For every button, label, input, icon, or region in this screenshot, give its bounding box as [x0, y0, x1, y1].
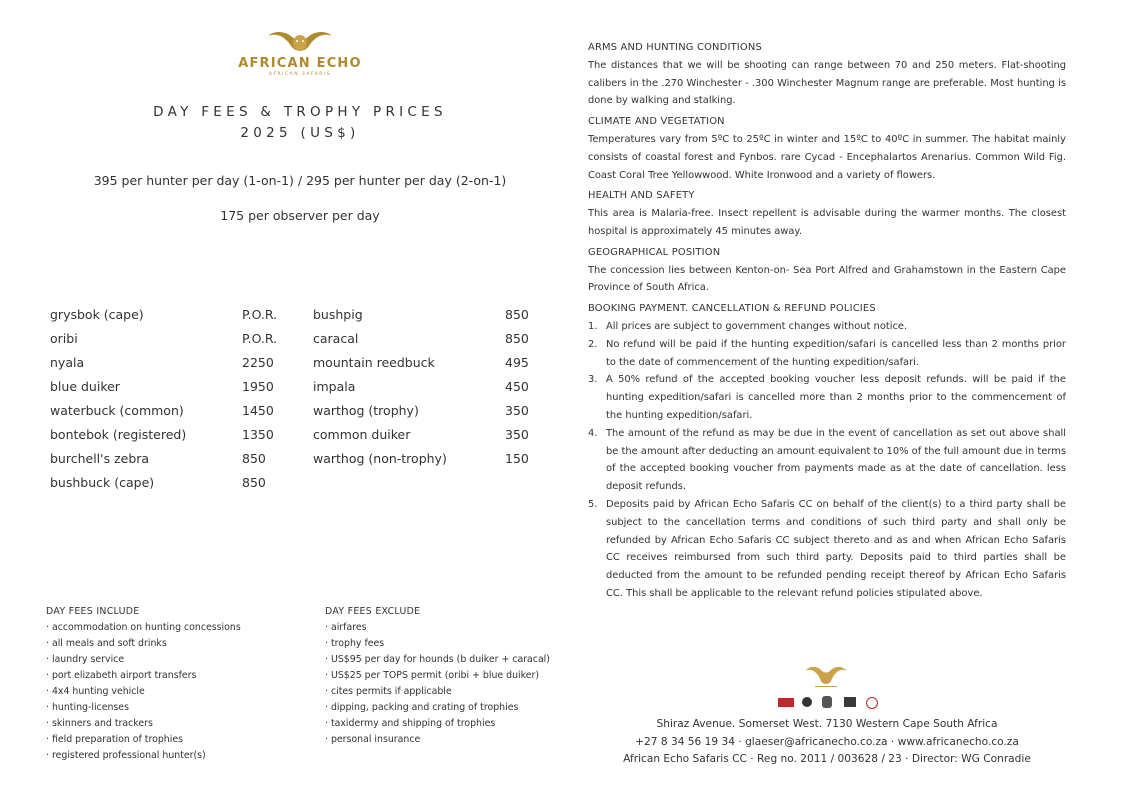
- section-title: BOOKING PAYMENT. CANCELLATION & REFUND POLICIES: [588, 303, 876, 315]
- list-item: · accommodation on hunting concessions: [46, 622, 241, 633]
- page-subtitle: 2025 (US$): [240, 125, 360, 141]
- list-item: · registered professional hunter(s): [46, 750, 206, 761]
- association-badge-icon: [822, 696, 832, 708]
- buffalo-head-icon: [803, 662, 849, 690]
- trophy-price: 850: [505, 331, 529, 346]
- section-body: Temperatures vary from 5ºC to 25ºC in winter and 15ºC to 40ºC in summer. The habitat mainly consists of coastal forest and Fynbos. rare Cycad - Encephalartos Arenarius. Common Wild Fig. Coast Coral Tree Yellowwood. White Ironwood and a variety of flowers.: [588, 133, 1066, 181]
- section-booking: [588, 300, 1066, 603]
- association-badges: [778, 696, 888, 710]
- section-title: GEOGRAPHICAL POSITION: [588, 246, 721, 258]
- policy-number: 4.: [588, 427, 598, 439]
- section-title: ARMS AND HUNTING CONDITIONS: [588, 42, 762, 53]
- trophy-name: blue duiker: [50, 379, 120, 394]
- list-item: · US$95 per day for hounds (b duiker + caracal): [325, 654, 550, 665]
- policy-item: [588, 371, 1066, 424]
- section-health: [588, 187, 1066, 240]
- list-item: · port elizabeth airport transfers: [46, 670, 197, 681]
- observer-rate: 175 per observer per day: [220, 208, 380, 223]
- list-item: · dipping, packing and crating of trophies: [325, 702, 519, 713]
- brand-logo: [232, 28, 368, 77]
- trophy-name: caracal: [313, 331, 359, 346]
- trophy-name: bontebok (registered): [50, 427, 187, 442]
- policy-number: 5.: [588, 498, 598, 510]
- trophy-row: [313, 307, 545, 329]
- trophy-name: mountain reedbuck: [313, 355, 435, 370]
- trophy-row: [50, 427, 282, 449]
- association-badge-icon: [778, 698, 794, 707]
- trophy-price: 2250: [242, 355, 274, 370]
- includes-list: [46, 604, 296, 764]
- footer-registration: African Echo Safaris CC · Reg no. 2011 / 003628 / 23 · Director: WG Conradie: [623, 753, 1031, 766]
- trophy-price: 350: [505, 427, 529, 442]
- policy-text: The amount of the refund as may be due in the event of cancellation as set out above shall be the amount after deducting an amount equivalent to 10% of the full amount due in terms of the accepted booking voucher from payments made as at the date of cancellation. less deposit refunds.: [606, 427, 1066, 493]
- trophy-row: [50, 355, 282, 377]
- trophy-row: [50, 307, 282, 329]
- policy-item: [588, 425, 1066, 496]
- list-item: · cites permits if applicable: [325, 686, 452, 697]
- brand-tagline: AFRICAN SAFARIS: [268, 72, 332, 77]
- hunter-rate: 395 per hunter per day (1-on-1) / 295 per hunter per day (2-on-1): [93, 173, 507, 188]
- trophy-row: [313, 451, 545, 473]
- excludes-list: [325, 604, 585, 748]
- booking-policy-list: [588, 318, 1066, 603]
- trophy-row: [50, 379, 282, 401]
- list-item: · hunting-licenses: [46, 702, 129, 713]
- trophy-row: [313, 427, 545, 449]
- contact-footer: [588, 716, 1066, 769]
- trophy-name: common duiker: [313, 427, 411, 442]
- trophy-name: impala: [313, 379, 356, 394]
- trophy-price: 350: [505, 403, 529, 418]
- trophy-price: P.O.R.: [242, 307, 278, 322]
- trophy-row: [313, 355, 545, 377]
- trophy-name: warthog (non-trophy): [313, 451, 447, 466]
- policy-text: A 50% refund of the accepted booking voucher less deposit refunds. will be paid if the hunting expedition/safari is cancelled more than 2 months prior to the commencement of the hunting expedition/safari.: [606, 374, 1066, 421]
- policy-number: 2.: [588, 338, 598, 350]
- list-item: · field preparation of trophies: [46, 734, 183, 745]
- trophy-price: 1450: [242, 403, 274, 418]
- list-item: · trophy fees: [325, 638, 385, 649]
- trophy-row: [50, 475, 282, 497]
- buffalo-head-icon: [264, 28, 336, 54]
- trophy-name: waterbuck (common): [50, 403, 184, 418]
- trophy-row: [313, 331, 545, 353]
- conditions-column: [588, 36, 1066, 603]
- trophy-name: oribi: [50, 331, 78, 346]
- list-item: · skinners and trackers: [46, 718, 153, 729]
- trophy-price: 495: [505, 355, 529, 370]
- section-climate: [588, 113, 1066, 184]
- trophy-row: [50, 451, 282, 473]
- page-title: DAY FEES & TROPHY PRICES: [153, 104, 447, 120]
- policy-item: [588, 318, 1066, 336]
- list-item: · all meals and soft drinks: [46, 638, 167, 649]
- section-geography: [588, 244, 1066, 297]
- list-item: · airfares: [325, 622, 367, 633]
- trophy-row: [50, 331, 282, 353]
- trophy-price: 850: [242, 451, 266, 466]
- policy-number: 1.: [588, 320, 598, 332]
- trophy-price: 850: [505, 307, 529, 322]
- trophy-row: [313, 403, 545, 425]
- policy-item: [588, 496, 1066, 603]
- association-badge-icon: [844, 697, 856, 707]
- policy-text: No refund will be paid if the hunting expedition/safari is cancelled less than 2 months prior to the date of commencement of the hunting expedition/safari.: [606, 338, 1066, 368]
- section-title: CLIMATE AND VEGETATION: [588, 116, 725, 128]
- list-item: · US$25 per TOPS permit (oribi + blue duiker): [325, 670, 540, 681]
- policy-text: All prices are subject to government changes without notice.: [606, 320, 908, 332]
- trophy-name: warthog (trophy): [313, 403, 419, 418]
- trophy-name: grysbok (cape): [50, 307, 144, 322]
- policy-item: [588, 336, 1066, 372]
- list-item: · taxidermy and shipping of trophies: [325, 718, 496, 729]
- trophy-price: 850: [242, 475, 266, 490]
- trophy-price: 150: [505, 451, 529, 466]
- trophy-row: [50, 403, 282, 425]
- trophy-name: nyala: [50, 355, 85, 370]
- trophy-name: bushpig: [313, 307, 363, 322]
- association-badge-icon: [802, 697, 812, 707]
- association-badge-icon: [866, 697, 878, 709]
- brand-name: AFRICAN ECHO: [238, 56, 362, 71]
- trophy-name: burchell's zebra: [50, 451, 150, 466]
- policy-text: Deposits paid by African Echo Safaris CC on behalf of the client(s) to a third party shall be subject to the cancellation terms and conditions of such third party and shall only be refunded by African Echo Safaris CC subject thereto and as and when African Echo Safaris CC receives reimbursed from such third party. Deposits paid to third parties shall be deducted from the amount to be refunded pending receipt thereof by African Echo Safaris CC. This shall be applicable to the relevant refund policies stipulated above.: [606, 498, 1066, 599]
- list-item: · personal insurance: [325, 734, 421, 745]
- list-item: · 4x4 hunting vehicle: [46, 686, 145, 697]
- section-body: The concession lies between Kenton-on- Sea Port Alfred and Grahamstown in the Eastern Cape Province of South Africa.: [588, 264, 1066, 294]
- trophy-price: 1350: [242, 427, 274, 442]
- trophy-price: 1950: [242, 379, 274, 394]
- trophy-price: P.O.R.: [242, 331, 278, 346]
- list-item: · laundry service: [46, 654, 125, 665]
- trophy-name: bushbuck (cape): [50, 475, 155, 490]
- footer-contact: +27 8 34 56 19 34 · glaeser@africanecho.co.za · www.africanecho.co.za: [635, 735, 1019, 748]
- policy-number: 3.: [588, 374, 598, 386]
- trophy-row: [313, 379, 545, 401]
- includes-title: DAY FEES INCLUDE: [46, 606, 140, 617]
- section-title: HEALTH AND SAFETY: [588, 190, 695, 202]
- trophy-price: 450: [505, 379, 529, 394]
- section-arms: [588, 39, 1066, 110]
- footer-address: Shiraz Avenue. Somerset West. 7130 Western Cape South Africa: [656, 718, 998, 730]
- section-body: The distances that we will be shooting can range between 70 and 250 meters. Flat-shooting calibers in the .270 Winchester - .300 Winchester Magnum range are preferable. Most hunting is done by walking and stalking.: [588, 59, 1066, 107]
- section-body: This area is Malaria-free. Insect repellent is advisable during the warmer months. The closest hospital is approximately 45 minutes away.: [588, 208, 1066, 237]
- excludes-title: DAY FEES EXCLUDE: [325, 606, 421, 617]
